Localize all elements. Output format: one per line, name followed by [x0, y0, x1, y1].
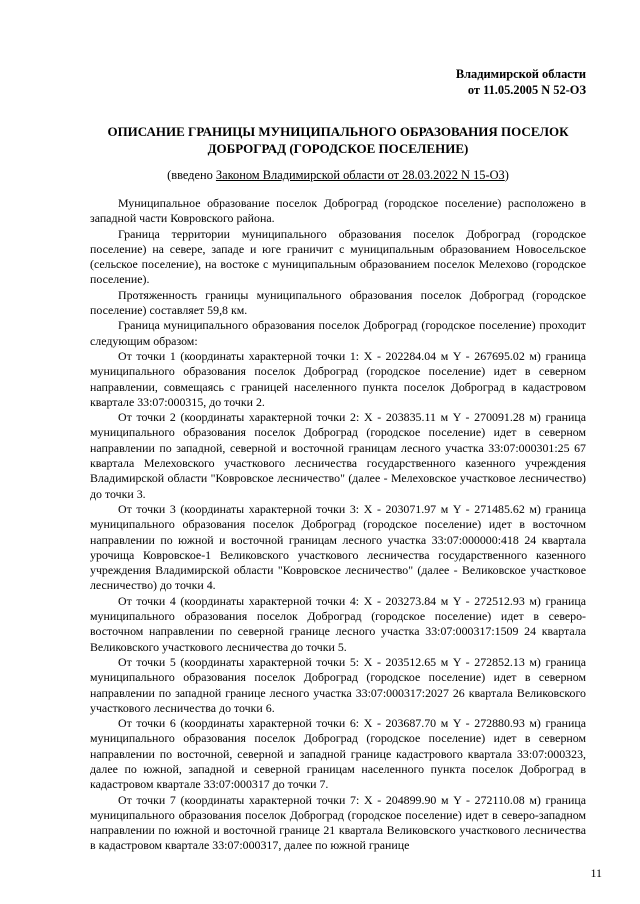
paragraph-length: Протяженность границы муниципального образования поселок Доброград (городское поселение) составляет 59,8 км.: [90, 287, 586, 318]
paragraph-point-4: От точки 4 (координаты характерной точки 4: X - 203273.84 м Y - 272512.93 м) граница муниципального образования поселок Доброград (городское поселение) идет в северо-восточном направлении по северной границе лесного участка 33:07:000317:1509 24 квартала Великовского участкового лесничества до точки 5.: [90, 593, 586, 654]
page-number: 11: [590, 866, 602, 880]
paragraph-point-6: От точки 6 (координаты характерной точки 6: X - 203687.70 м Y - 272880.93 м) граница муниципального образования поселок Доброград (городское поселение) идет в северном направлении по восточной, северной и западной границе кадастрового квартала 33:07:000323, далее по южной, западной и северной границам населенного пункта поселок Доброград в кадастровом квартале 33:07:000317 до точки 7.: [90, 716, 586, 792]
paragraph-point-7: От точки 7 (координаты характерной точки 7: X - 204899.90 м Y - 272110.08 м) граница муниципального образования поселок Доброград (городское поселение) идет в северо-западном направлении по южной и восточной границе 21 квартала Великовского участкового лесничества в кадастровом квартале 33:07:000317, далее по южной границе: [90, 792, 586, 853]
law-link[interactable]: Законом Владимирской области от 28.03.2022 N 15-ОЗ: [215, 168, 505, 182]
intro-suffix: ): [504, 168, 509, 182]
paragraph-point-5: От точки 5 (координаты характерной точки 5: X - 203512.65 м Y - 272852.13 м) граница муниципального образования поселок Доброград (городское поселение) идет в северном направлении по западной границе лесного участка 33:07:000317:2027 26 квартала Великовского участкового лесничества до точки 6.: [90, 654, 586, 715]
paragraph-point-2: От точки 2 (координаты характерной точки 2: X - 203835.11 м Y - 270091.28 м) граница муниципального образования поселок Доброград (городское поселение) идет в северном направлении по западной, северной и восточной границам лесного участка 33:07:000301:25 67 квартала Мелеховского участкового лесничества государственного казенного учреждения Владимирской области "Ковровское лесничество" (далее - Мелеховское участковое лесничество) до точки 3.: [90, 410, 586, 501]
document-title: [90, 124, 586, 157]
document-header: [456, 66, 586, 98]
paragraph-location: Муниципальное образование поселок Доброград (городское поселение) расположено в западной части Ковровского района.: [90, 196, 586, 226]
document-body: [90, 196, 586, 854]
intro-note: [90, 167, 586, 183]
title-line-1: ОПИСАНИЕ ГРАНИЦЫ МУНИЦИПАЛЬНОГО ОБРАЗОВАНИЯ ПОСЕЛОК: [107, 124, 569, 139]
paragraph-route-intro: Граница муниципального образования поселок Доброград (городское поселение) проходит следующим образом:: [90, 318, 586, 348]
header-line-law: от 11.05.2005 N 52-ОЗ: [467, 83, 586, 97]
header-line-region: Владимирской области: [455, 67, 586, 81]
title-line-2: ДОБРОГРАД (ГОРОДСКОЕ ПОСЕЛЕНИЕ): [207, 140, 469, 156]
paragraph-point-1: От точки 1 (координаты характерной точки 1: X - 202284.04 м Y - 267695.02 м) граница муниципального образования поселок Доброград (городское поселение) идет в северном направлении, совмещаясь с границей населенного пункта поселок Доброград в кадастровом квартале 33:07:000315, до точки 2.: [90, 348, 586, 409]
paragraph-neighbors: Граница территории муниципального образования поселок Доброград (городское поселение) на севере, западе и юге граничит с муниципальным образованием Новосельское (сельское поселение), на востоке с муниципальным образованием поселок Мелехово (городское поселение).: [90, 226, 586, 287]
paragraph-point-3: От точки 3 (координаты характерной точки 3: X - 203071.97 м Y - 271485.62 м) граница муниципального образования поселок Доброград (городское поселение) идет в восточном направлении по южной и восточной границам лесного участка 33:07:000000:418 24 квартала урочища Ковровское-1 Великовского участкового лесничества государственного казенного учреждения Владимирской области "Ковровское лесничество" (далее - Великовское участковое лесничество) до точки 4.: [90, 501, 586, 593]
intro-prefix: (введено: [167, 168, 216, 182]
